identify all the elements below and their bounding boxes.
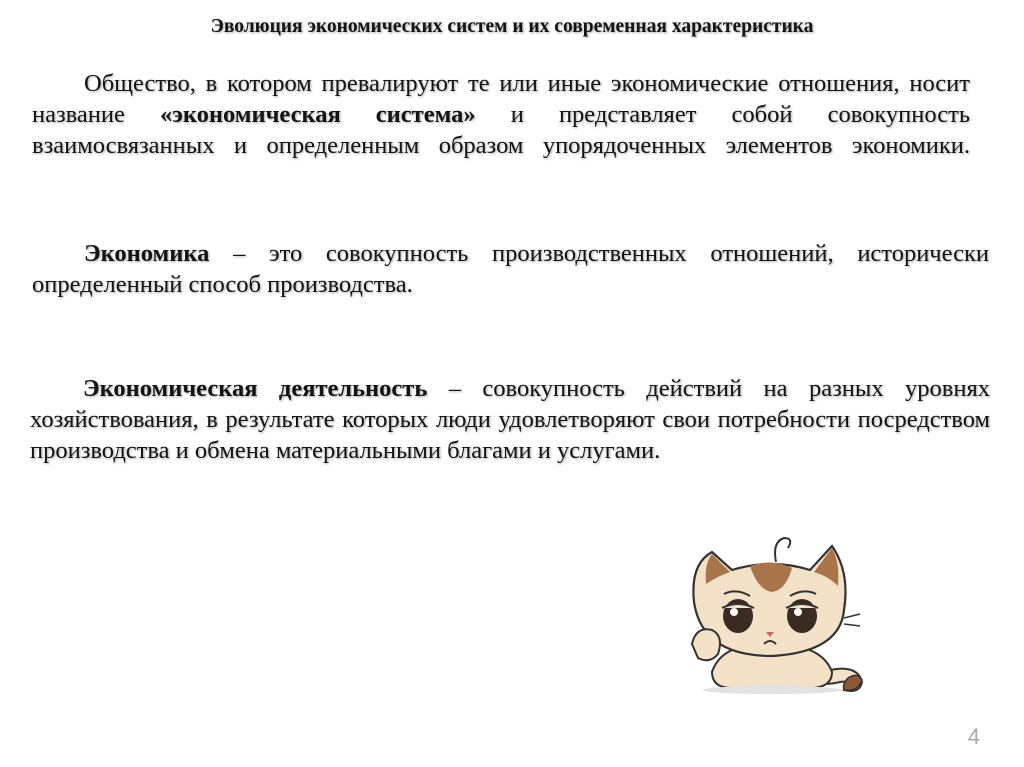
term-economic-system: «экономическая система»: [160, 101, 476, 128]
page-number: 4: [967, 724, 980, 749]
definition-economy: [32, 238, 989, 300]
paragraph-rest: и представляет собой совокупность взаимосвязанных и определенным образом упорядоченных элементов экономики.: [32, 101, 970, 159]
paragraph-rest: – это совокупность производственных отношений, исторически определенный способ производства.: [32, 240, 989, 298]
paragraph-rest: – совокупность действий на разных уровнях хозяйствования, в результате которых люди удовлетворяют свои потребности посредством производства и обмена материальными благами и услугами.: [30, 375, 990, 464]
term-economy: Экономика: [84, 240, 210, 267]
definition-economic-activity: [30, 373, 990, 466]
paragraph-lead: Общество, в котором превалируют те или иные экономические отношения, носит название: [32, 70, 970, 128]
definition-economic-system: [32, 68, 970, 161]
slide-title: Эволюция экономических систем и их современная характеристика: [210, 16, 814, 37]
term-economic-activity: Экономическая деятельность: [83, 375, 428, 402]
sad-cat-icon: [672, 532, 872, 702]
